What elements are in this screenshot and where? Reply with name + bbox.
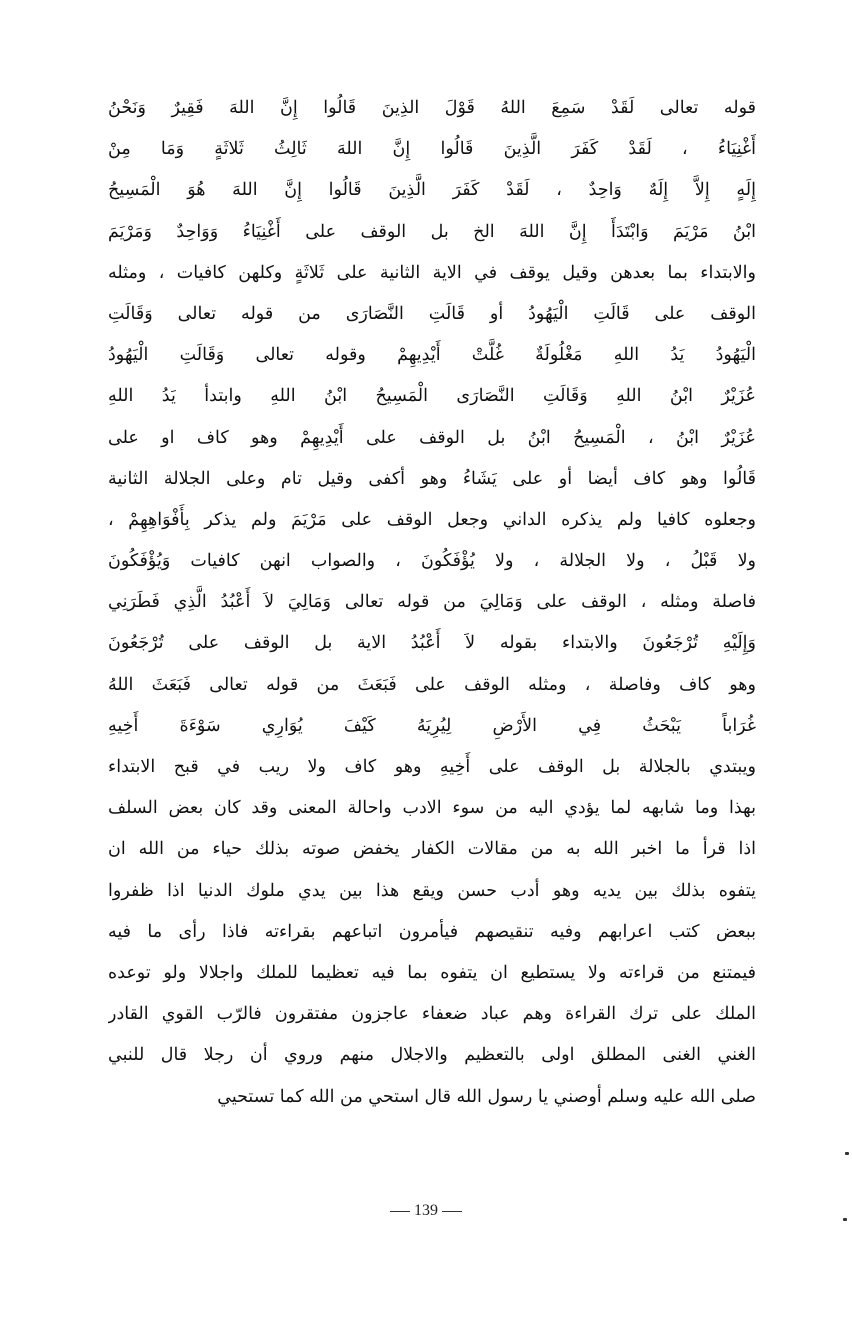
text-line-12: ولا قَبْلُ ، ولا الجلالة ، ولا يُؤْفَكُونَ ، والصواب انهن كافيات وَيُؤْفَكُونَ xyxy=(108,551,756,572)
text-line-5: والابتداء بما بعدهن وقيل يوقف في الاية الثانية على ثَلاثَةٍ وكلهن كافيات ، ومثله xyxy=(108,262,756,283)
text-line-20: يتفوه بذلك بين يديه وهو أدب حسن ويقع هذا بين يدي ملوك الدنيا اذا ظفروا xyxy=(108,880,756,901)
text-line-14: وَإِلَيْهِ تُرْجَعُونَ والابتداء بقوله لاَ أَعْبُدُ الاية بل الوقف على تُرْجَعُونَ xyxy=(108,633,756,654)
scan-speck xyxy=(843,1218,847,1221)
scan-speck xyxy=(845,1152,849,1155)
text-line-13: فاصلة ومثله ، الوقف على وَمَالِيَ من قوله تعالى وَمَالِيَ لاَ أَعْبُدُ الَّذِي فَطَرَنِي xyxy=(108,592,756,613)
text-line-7: الْيَهُودُ يَدُ اللهِ مَغْلُولَةٌ غُلَّتْ أَيْدِيهِمْ وقوله تعالى وَقَالَتِ الْيَهُودُ xyxy=(108,345,756,366)
page-number-footer xyxy=(0,1202,852,1220)
text-line-11: وجعلوه كافيا ولم يذكره الداني وجعل الوقف على مَرْيَمَ ولم يذكر بِأَفْوَاهِهِمْ ، xyxy=(108,509,756,530)
text-line-6: الوقف على قَالَتِ الْيَهُودُ أو قَالَتِ النَّصَارَى من قوله تعالى وَقَالَتِ xyxy=(108,303,756,324)
text-line-10: قَالُوا وهو كاف أيضا أو على يَشَاءُ وهو أكفى وقيل تام وعلى الجلالة الثانية xyxy=(108,468,756,489)
text-line-17: ويبتدي بالجلالة بل الوقف على أَخِيهِ وهو كاف ولا ريب في قبح الابتداء xyxy=(108,757,756,777)
text-line-3: إِلَهٍ إِلاَّ إِلَهٌ وَاحِدٌ ، لَقَدْ كَفَرَ الَّذِينَ قَالُوا إِنَّ اللهَ هُوَ الْمَسِيحُ xyxy=(108,180,756,201)
footer-dash-right xyxy=(442,1211,462,1212)
text-line-23: الملك على ترك القراءة وهم عباد ضعفاء عاجزون مفتقرون فالرّب القوي القادر xyxy=(108,1004,756,1025)
text-line-25: صلى الله عليه وسلم أوصني يا رسول الله قال استحي من الله كما تستحيي xyxy=(217,1086,756,1107)
text-line-16: غُرَاباً يَبْحَثُ فِي الأَرْضِ لِيُرِيَهُ كَيْفَ يُوَارِي سَوْءَةَ أَخِيهِ xyxy=(108,715,756,736)
page-number: 139 xyxy=(414,1202,438,1219)
text-line-24: الغني الغنى المطلق اولى بالتعظيم والاجلال منهم وروي أن رجلا قال للنبي xyxy=(108,1045,756,1066)
text-line-21: ببعض كتب اعرابهم وفيه تنقيصهم فيأمرون اتباعهم بقراءته فاذا رأى ما فيه xyxy=(108,921,756,942)
text-line-18: بهذا وما شابهه لما يؤدي اليه من سوء الادب واحالة المعنى وقد كان بعض السلف xyxy=(108,798,756,819)
text-line-15: وهو كاف وفاصلة ، ومثله الوقف على فَبَعَثَ من قوله تعالى فَبَعَثَ اللهُ xyxy=(108,674,756,695)
text-line-22: فيمتنع من قراءته ولا يستطيع ان يتفوه بما فيه تعظيما للملك واجلالا ولو توعده xyxy=(108,962,756,983)
text-line-19: اذا قرأ ما اخبر الله به من مقالات الكفار يخفض صوته بذلك حياء من الله ان xyxy=(108,839,756,860)
text-line-2: أَغْنِيَاءُ ، لَقَدْ كَفَرَ الَّذِينَ قَالُوا إِنَّ اللهَ ثَالِثُ ثَلاثَةٍ وَمَا مِنْ xyxy=(108,139,756,160)
page-body xyxy=(108,88,756,1118)
footer-dash-left xyxy=(390,1211,410,1212)
text-line-1: قوله تعالى لَقَدْ سَمِعَ اللهُ قَوْلَ الذِينَ قَالُوا إِنَّ اللهَ فَقِيرٌ وَنَحْنُ xyxy=(108,98,756,118)
text-line-4: ابْنُ مَرْيَمَ وَابْتَدَأَ إِنَّ اللهَ الخ بل الوقف على أَغْنِيَاءُ وَوَاحِدٌ وَمَرْيَمَ xyxy=(108,221,756,242)
text-line-9: عُزَيْرٌ ابْنُ ، الْمَسِيحُ ابْنُ بل الوقف على أَيْدِيهِمْ وهو كاف او على xyxy=(108,427,756,448)
text-line-8: عُزَيْرٌ ابْنُ اللهِ وَقَالَتِ النَّصَارَى الْمَسِيحُ ابْنُ اللهِ وابتدأ يَدُ اللهِ xyxy=(108,386,756,407)
